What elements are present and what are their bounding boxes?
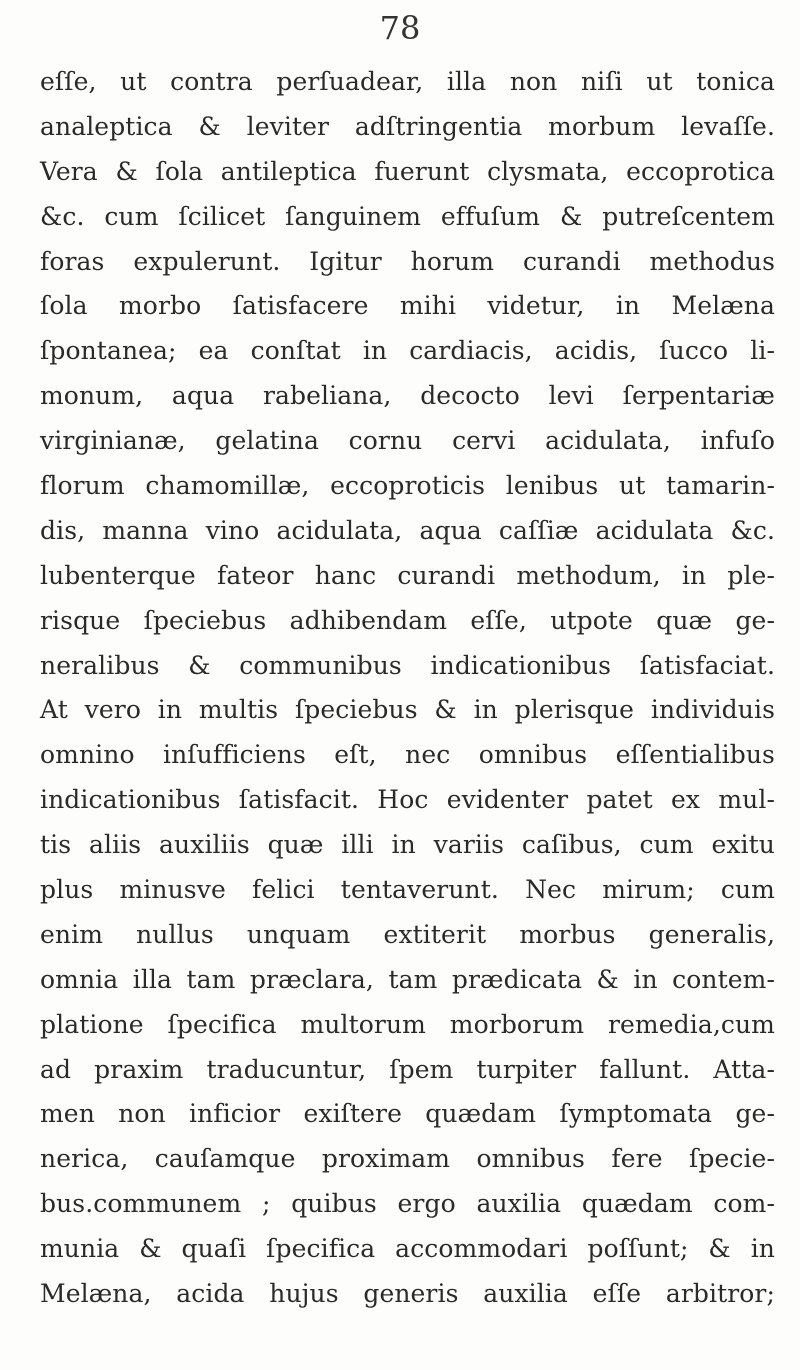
text-line: &c. cum ſcilicet ſanguinem effuſum & putreſcentem [40, 201, 775, 231]
text-line: neralibus & communibus indicationibus ſatisfaciat. [40, 650, 775, 680]
text-line: enim nullus unquam extiterit morbus generalis, [40, 919, 775, 949]
text-line: plus minusve felici tentaverunt. Nec mirum; cum [40, 875, 775, 905]
text-line: munia & quaſi ſpecifica accommodari poſſunt; & in [40, 1234, 775, 1264]
body-text [40, 60, 775, 1317]
page-number: 78 [379, 9, 421, 47]
text-line: bus.communem ; quibus ergo auxilia quædam com- [40, 1189, 775, 1219]
text-line: analeptica & leviter adſtringentia morbum levaſſe. [40, 111, 775, 141]
text-line: foras expulerunt. Igitur horum curandi methodus [40, 246, 775, 276]
text-line: omnino inſufficiens eſt, nec omnibus eſſentialibus [40, 740, 775, 770]
text-line: Melæna, acida hujus generis auxilia eſſe arbitror; [40, 1279, 775, 1309]
text-line: indicationibus ſatisfacit. Hoc evidenter patet ex mul- [40, 785, 775, 815]
text-line: nerica, cauſamque proximam omnibus fere ſpecie- [40, 1144, 775, 1174]
text-line: risque ſpeciebus adhibendam eſſe, utpote quæ ge- [40, 605, 775, 635]
text-line: omnia illa tam præclara, tam prædicata & in contem- [40, 964, 775, 994]
text-line: monum, aqua rabeliana, decocto levi ſerpentariæ [40, 381, 775, 411]
text-line: virginianæ, gelatina cornu cervi acidulata, infuſo [40, 426, 775, 456]
text-line: Vera & ſola antileptica fuerunt clysmata, eccoprotica [40, 156, 775, 186]
text-line: platione ſpecifica multorum morborum remedia,cum [40, 1009, 775, 1039]
text-line: eſſe, ut contra perſuadear, illa non niſi ut tonica [40, 67, 775, 96]
text-line: lubenterque fateor hanc curandi methodum, in ple- [40, 560, 775, 590]
text-line: ad praxim traducuntur, ſpem turpiter fallunt. Atta- [40, 1054, 775, 1084]
text-line: florum chamomillæ, eccoproticis lenibus ut tamarin- [40, 471, 775, 501]
text-line: ſpontanea; ea conſtat in cardiacis, acidis, ſucco li- [40, 336, 775, 366]
text-line: At vero in multis ſpeciebus & in plerisque individuis [40, 695, 775, 725]
text-line: men non inficior exiſtere quædam ſymptomata ge- [40, 1099, 775, 1129]
text-line: tis aliis auxiliis quæ illi in variis caſibus, cum exitu [40, 830, 775, 860]
text-line: ſola morbo ſatisfacere mihi videtur, in Melæna [40, 291, 775, 321]
text-line: dis, manna vino acidulata, aqua caſſiæ acidulata &c. [40, 515, 775, 545]
